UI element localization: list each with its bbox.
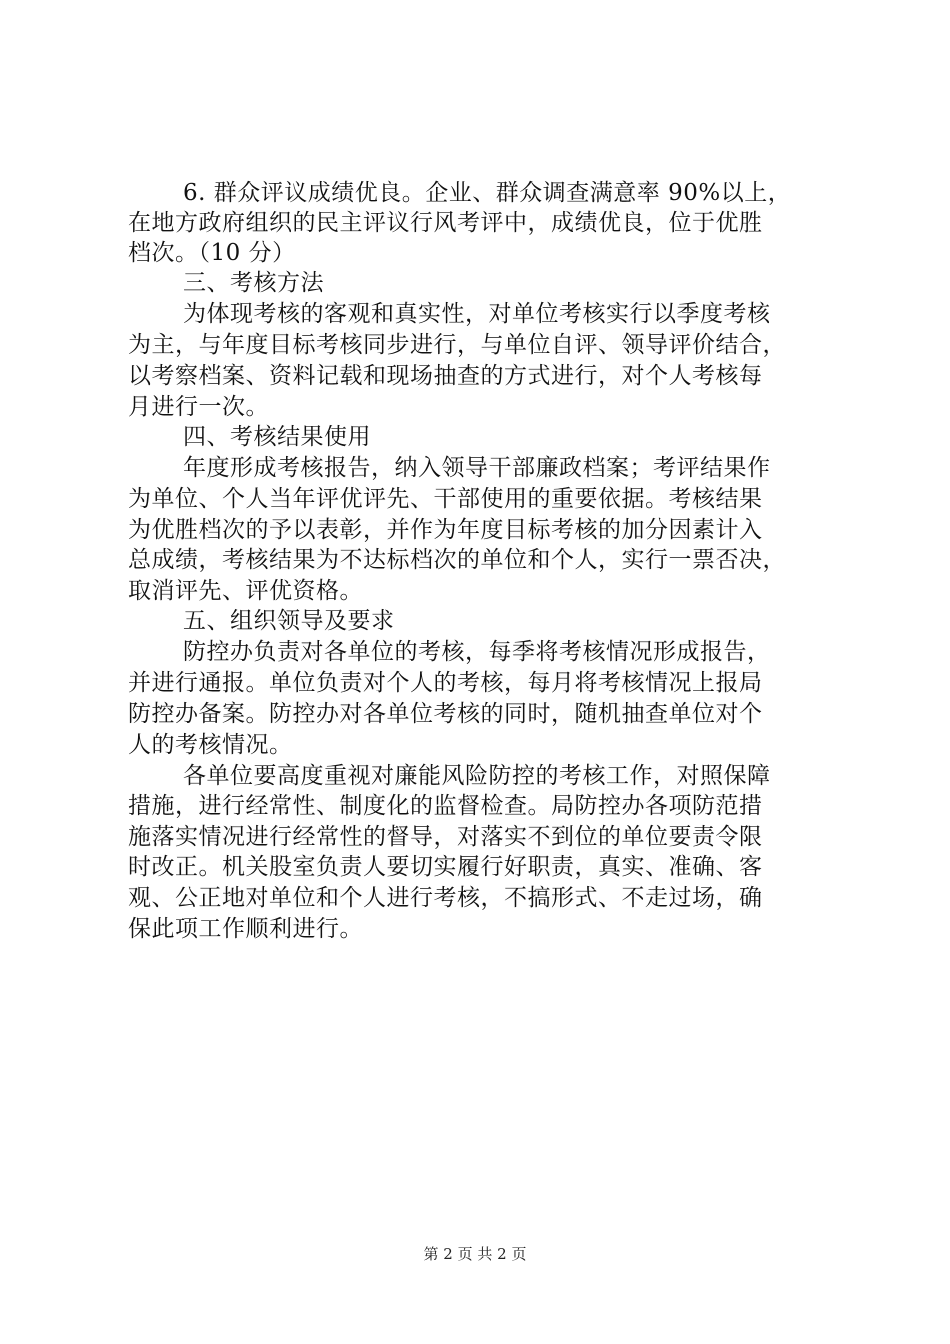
section-5-para-1-line-1: 防控办负责对各单位的考核，每季将考核情况形成报告， [183,639,771,665]
section-5-para-1-line-2: 并进行通报。单位负责对个人的考核，每月将考核情况上报局 [128,670,763,696]
section-5-para-1-line-3: 防控办备案。防控办对各单位考核的同时，随机抽查单位对个 [128,701,763,727]
section-5-para-2-line-3: 施落实情况进行经常性的督导，对落实不到位的单位要责令限 [128,824,763,850]
section-4-heading: 四、考核结果使用 [183,424,371,450]
section-5-para-1-line-4: 人的考核情况。 [128,732,293,758]
section-3-line-3: 以考察档案、资料记载和现场抽查的方式进行，对个人考核每 [128,363,763,389]
section-3-heading: 三、考核方法 [183,270,324,296]
section-4-line-1: 年度形成考核报告，纳入领导干部廉政档案；考评结果作 [183,455,771,481]
section-5-para-2-line-6: 保此项工作顺利进行。 [128,916,363,942]
section-4-line-5: 取消评先、评优资格。 [128,578,363,604]
paragraph-6-line-1: 6. 群众评议成绩优良。企业、群众调查满意率 90%以上， [183,180,792,206]
section-3-line-4: 月进行一次。 [128,394,269,420]
section-5-para-2-line-2: 措施，进行经常性、制度化的监督检查。局防控办各项防范措 [128,793,763,819]
section-3-line-2: 为主，与年度目标考核同步进行，与单位自评、领导评价结合， [128,332,786,358]
section-4-line-2: 为单位、个人当年评优评先、干部使用的重要依据。考核结果 [128,486,763,512]
section-3-line-1: 为体现考核的客观和真实性，对单位考核实行以季度考核 [183,301,771,327]
paragraph-6-line-2: 在地方政府组织的民主评议行风考评中，成绩优良，位于优胜 [128,210,763,236]
section-4-line-4: 总成绩，考核结果为不达标档次的单位和个人，实行一票否决， [128,547,786,573]
page-number-footer: 第 2 页 共 2 页 [423,1245,527,1263]
section-5-para-2-line-5: 观、公正地对单位和个人进行考核，不搞形式、不走过场，确 [128,885,763,911]
paragraph-6-line-3: 档次。（10 分） [128,240,296,266]
section-5-para-2-line-4: 时改正。机关股室负责人要切实履行好职责，真实、准确、客 [128,854,763,880]
section-5-heading: 五、组织领导及要求 [183,608,395,634]
section-5-para-2-line-1: 各单位要高度重视对廉能风险防控的考核工作，对照保障 [183,763,771,789]
section-4-line-3: 为优胜档次的予以表彰，并作为年度目标考核的加分因素计入 [128,517,763,543]
